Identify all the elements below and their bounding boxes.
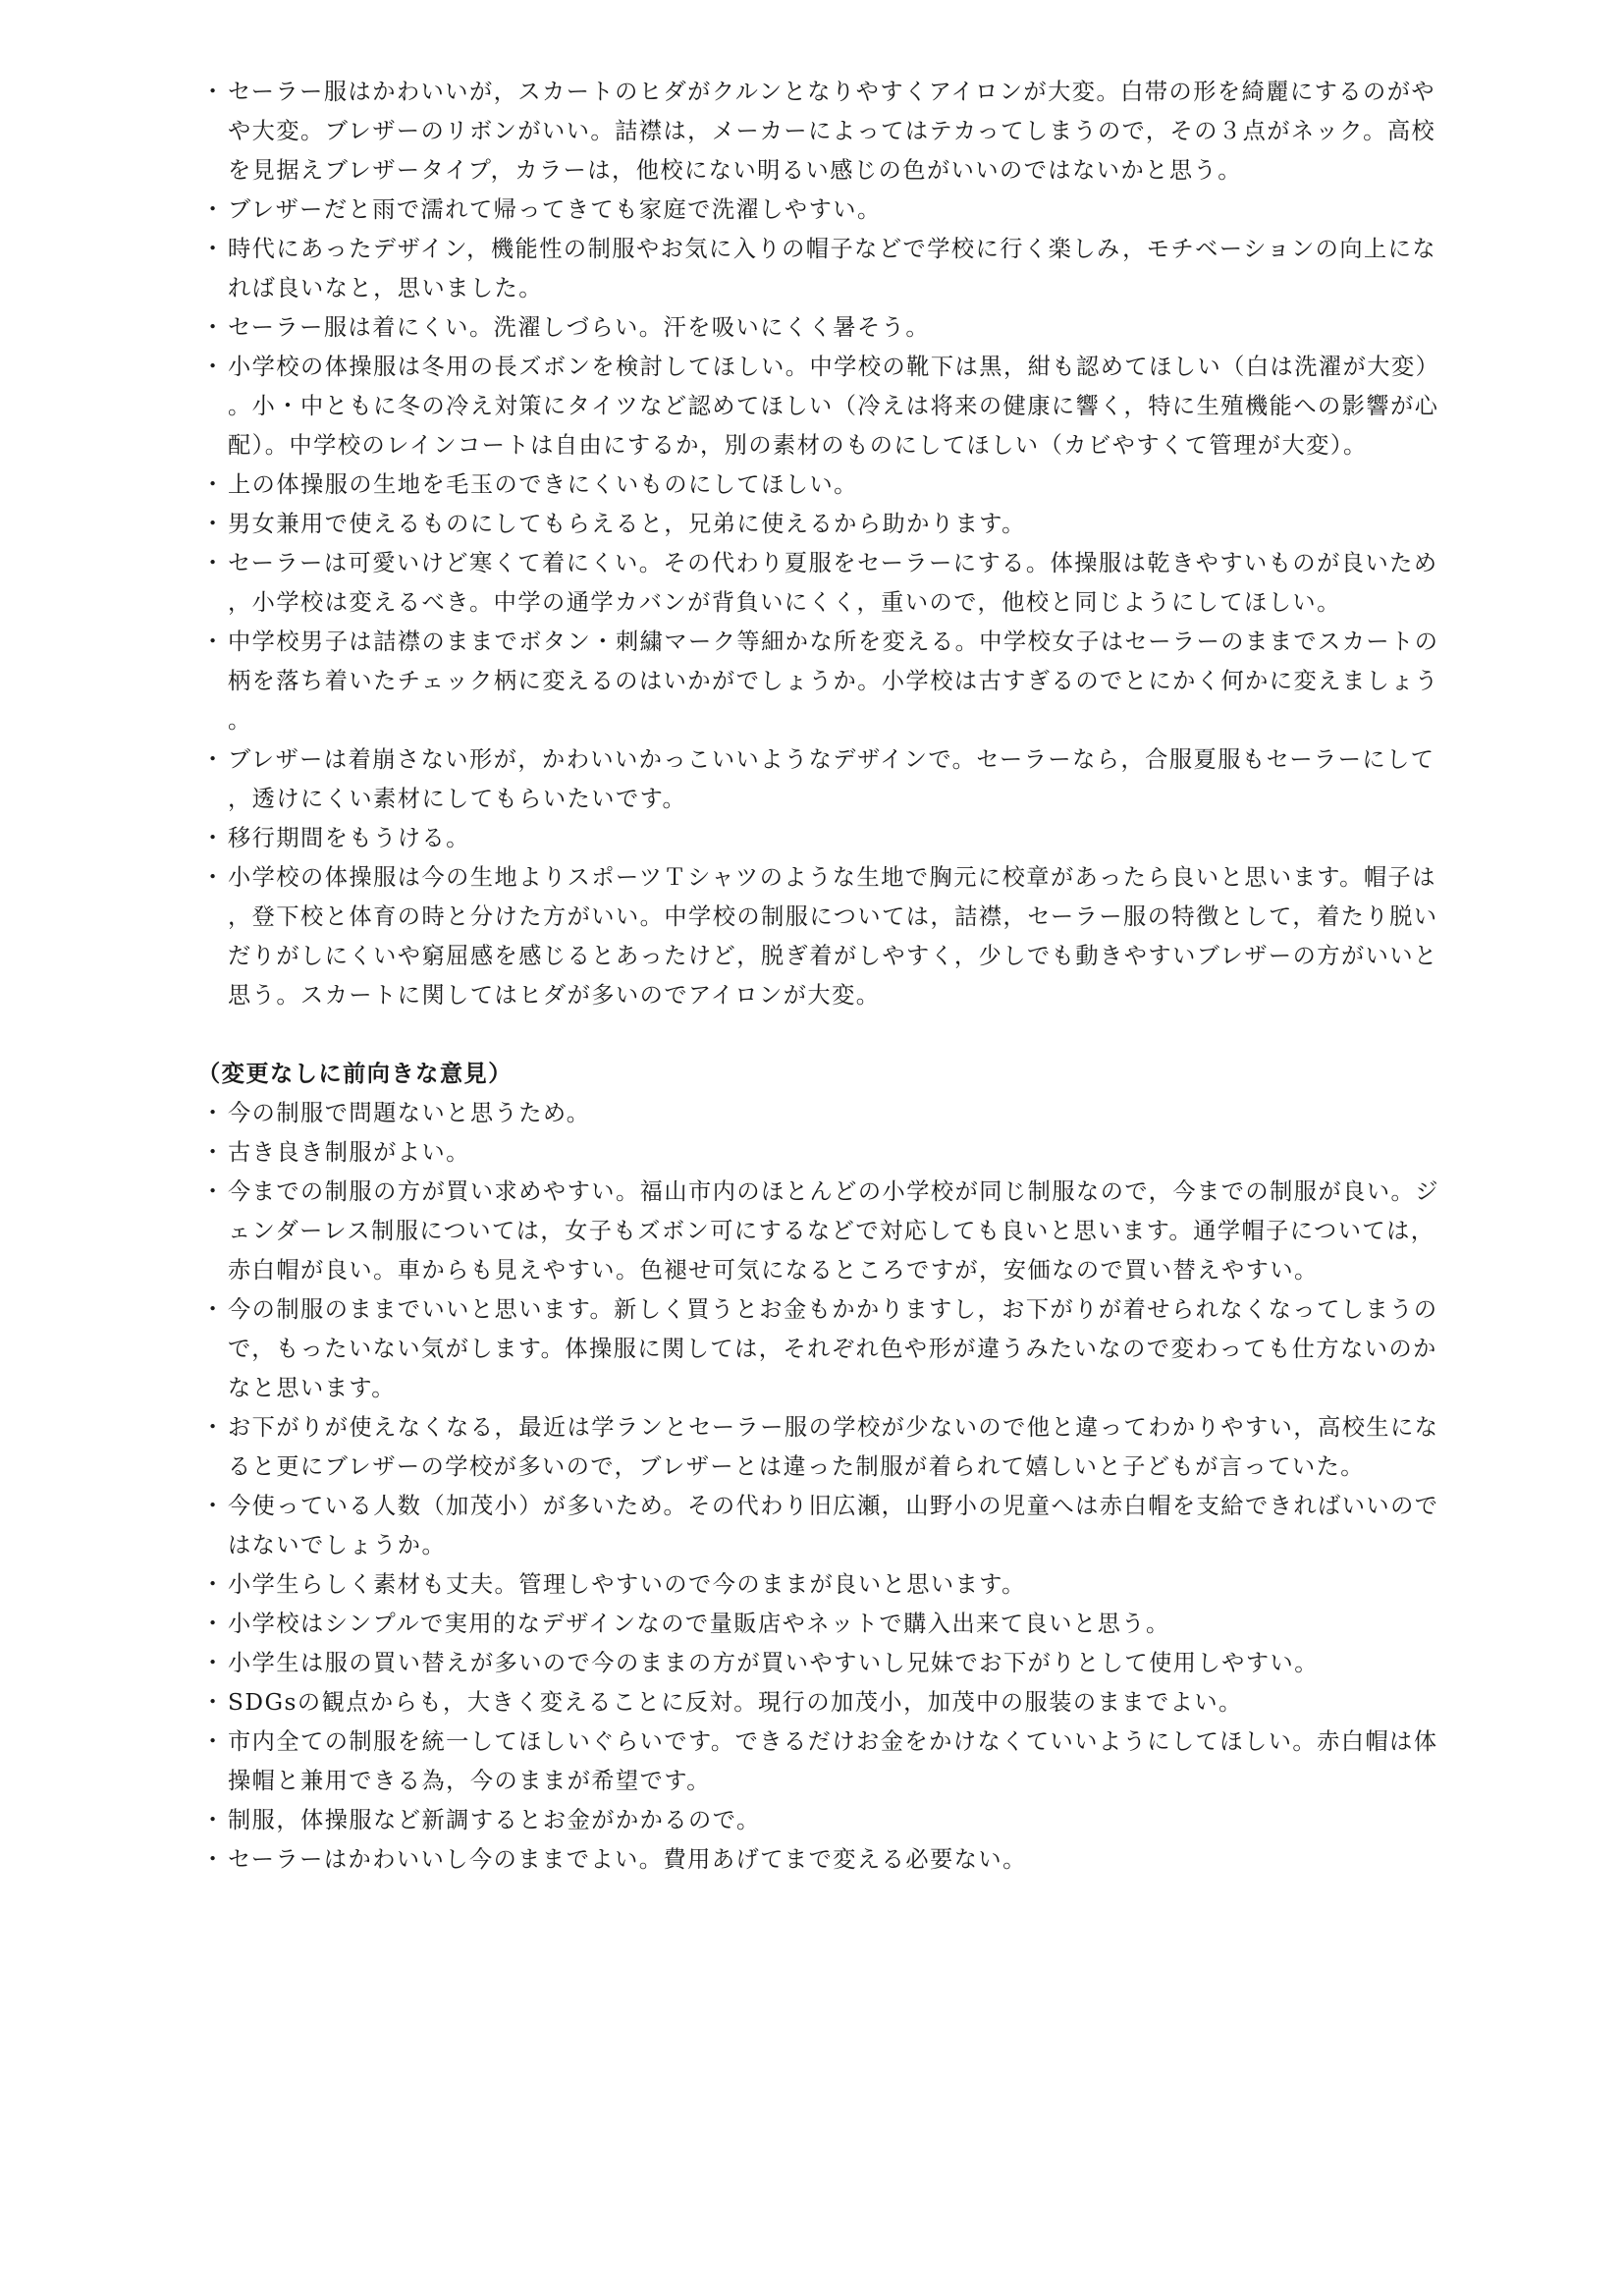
item-text: 移行期間をもうける。 bbox=[228, 825, 470, 851]
item-text: ブレザーは着崩さない形が，かわいいかっこいいようなデザインで。セーラーなら，合服夏服もセーラーにして，透けにくい素材にしてもらいたいです。 bbox=[228, 746, 1435, 812]
item-text: 上の体操服の生地を毛玉のできにくいものにしてほしい。 bbox=[228, 471, 858, 498]
item-text: 古き良き制服がよい。 bbox=[228, 1139, 470, 1166]
list-item bbox=[197, 348, 1444, 465]
bullet: ・ bbox=[201, 864, 226, 891]
list-item bbox=[197, 1290, 1444, 1408]
list-item bbox=[197, 1722, 1444, 1801]
item-text: セーラーはかわいいし今のままでよい。費用あげてまで変える必要ない。 bbox=[228, 1846, 1027, 1873]
bullet: ・ bbox=[201, 1611, 226, 1637]
document-page bbox=[197, 73, 1444, 1880]
item-text: 制服，体操服など新調するとお金がかかるので。 bbox=[228, 1807, 761, 1833]
bullet: ・ bbox=[201, 1689, 226, 1716]
bullet: ・ bbox=[201, 314, 226, 341]
bullet: ・ bbox=[201, 471, 226, 498]
opinion-list-change bbox=[197, 73, 1444, 1015]
item-text: セーラー服はかわいいが，スカートのヒダがクルンとなりやすくアイロンが大変。白帯の形を綺麗にするのがやや大変。ブレザーのリボンがいい。詰襟は，メーカーによってはテカってしまうので，その３点がネック。高校を見据えブレザータイプ，カラーは，他校にない明るい感じの色がいいのではないかと思う。 bbox=[228, 79, 1436, 184]
list-item bbox=[197, 1840, 1444, 1880]
item-text: 小学校の体操服は今の生地よりスポーツＴシャツのような生地で胸元に校章があったら良いと思います。帽子は，登下校と体育の時と分けた方がいい。中学校の制服については，詰襟，セーラー服の特徴として，着たり脱いだりがしにくいや窮屈感を感じるとあったけど，脱ぎ着がしやすく，少しでも動きやすいブレザーの方がいいと思う。スカートに関してはヒダが多いのでアイロンが大変。 bbox=[228, 864, 1438, 1009]
bullet: ・ bbox=[201, 236, 226, 262]
bullet: ・ bbox=[201, 1100, 226, 1126]
item-text: 小学校はシンプルで実用的なデザインなので量販店やネットで購入出来て良いと思う。 bbox=[228, 1611, 1170, 1637]
list-item bbox=[197, 1173, 1444, 1290]
bullet: ・ bbox=[201, 1493, 226, 1519]
list-item bbox=[197, 1133, 1444, 1173]
bullet: ・ bbox=[201, 1414, 226, 1441]
list-item bbox=[197, 1605, 1444, 1644]
item-text: 時代にあったデザイン，機能性の制服やお気に入りの帽子などで学校に行く楽しみ，モチベーションの向上になれば良いなと，思いました。 bbox=[228, 236, 1437, 301]
item-text: 今の制服で問題ないと思うため。 bbox=[228, 1100, 591, 1126]
list-item bbox=[197, 191, 1444, 230]
bullet: ・ bbox=[201, 825, 226, 851]
item-text: 市内全ての制服を統一してほしいぐらいです。できるだけお金をかけなくていいようにしてほしい。赤白帽は体操帽と兼用できる為，今のままが希望です。 bbox=[228, 1728, 1438, 1794]
item-text: 今の制服のままでいいと思います。新しく買うとお金もかかりますし，お下がりが着せられなくなってしまうので，もったいない気がします。体操服に関しては，それぞれ色や形が違うみたいなので変わっても仕方ないのかなと思います。 bbox=[228, 1296, 1438, 1401]
bullet: ・ bbox=[201, 1139, 226, 1166]
bullet: ・ bbox=[201, 1846, 226, 1873]
opinion-list-no-change bbox=[197, 1094, 1444, 1880]
bullet: ・ bbox=[201, 354, 226, 380]
item-text: 小学校の体操服は冬用の長ズボンを検討してほしい。中学校の靴下は黒，紺も認めてほしい（白は洗濯が大変）。小・中ともに冬の冷え対策にタイツなど認めてほしい（冷えは将来の健康に響く，特に生殖機能への影響が心配）。中学校のレインコートは自由にするか，別の素材のものにしてほしい（カビやすくて管理が大変）。 bbox=[228, 354, 1439, 459]
list-item bbox=[197, 1565, 1444, 1605]
list-item bbox=[197, 1801, 1444, 1840]
item-text: ブレザーだと雨で濡れて帰ってきても家庭で洗濯しやすい。 bbox=[228, 196, 882, 223]
item-text: 今使っている人数（加茂小）が多いため。その代わり旧広瀬，山野小の児童へは赤白帽を支給できればいいのではないでしょうか。 bbox=[228, 1493, 1439, 1558]
item-text: 中学校男子は詰襟のままでボタン・刺繍マーク等細かな所を変える。中学校女子はセーラーのままでスカートの柄を落ち着いたチェック柄に変えるのはいかがでしょうか。小学校は古すぎるのでとにかく何かに変えましょう。 bbox=[228, 629, 1439, 734]
bullet: ・ bbox=[201, 196, 226, 223]
bullet: ・ bbox=[201, 1296, 226, 1323]
bullet: ・ bbox=[201, 629, 226, 655]
item-text: 男女兼用で使えるものにしてもらえると，兄弟に使えるから助かります。 bbox=[228, 511, 1026, 537]
list-item bbox=[197, 1487, 1444, 1565]
bullet: ・ bbox=[201, 1650, 226, 1676]
bullet: ・ bbox=[201, 79, 226, 105]
bullet: ・ bbox=[201, 746, 226, 773]
list-item bbox=[197, 73, 1444, 191]
item-text: SDGsの観点からも，大きく変えることに反対。現行の加茂小，加茂中の服装のままでよい。 bbox=[228, 1689, 1243, 1716]
list-item bbox=[197, 465, 1444, 505]
list-item bbox=[197, 740, 1444, 819]
list-item bbox=[197, 1644, 1444, 1683]
item-text: 今までの制服の方が買い求めやすい。福山市内のほとんどの小学校が同じ制服なので，今までの制服が良い。ジェンダーレス制服については，女子もズボン可にするなどで対応しても良いと思います。通学帽子については，赤白帽が良い。車からも見えやすい。色褪せ可気になるところですが，安価なので買い替えやすい。 bbox=[228, 1178, 1439, 1284]
list-item bbox=[197, 623, 1444, 740]
list-item bbox=[197, 1094, 1444, 1133]
bullet: ・ bbox=[201, 511, 226, 537]
bullet: ・ bbox=[201, 1571, 226, 1598]
section-heading: （変更なしに前向きな意見） bbox=[197, 1061, 513, 1087]
item-text: 小学生は服の買い替えが多いので今のままの方が買いやすいし兄妹でお下がりとして使用しやすい。 bbox=[228, 1650, 1319, 1676]
list-item bbox=[197, 1683, 1444, 1722]
item-text: セーラー服は着にくい。洗濯しづらい。汗を吸いにくく暑そう。 bbox=[228, 314, 931, 341]
item-text: セーラーは可愛いけど寒くて着にくい。その代わり夏服をセーラーにする。体操服は乾きやすいものが良いため，小学校は変えるべき。中学の通学カバンが背負いにくく，重いので，他校と同じようにしてほしい。 bbox=[228, 550, 1438, 616]
bullet: ・ bbox=[201, 1807, 226, 1833]
list-item bbox=[197, 858, 1444, 1015]
bullet: ・ bbox=[201, 1728, 226, 1755]
list-item bbox=[197, 819, 1444, 858]
list-item bbox=[197, 1408, 1444, 1487]
list-item bbox=[197, 308, 1444, 348]
bullet: ・ bbox=[201, 1178, 226, 1205]
list-item bbox=[197, 505, 1444, 544]
bullet: ・ bbox=[201, 550, 226, 576]
list-item bbox=[197, 230, 1444, 308]
item-text: 小学生らしく素材も丈夫。管理しやすいので今のままが良いと思います。 bbox=[228, 1571, 1026, 1598]
list-item bbox=[197, 544, 1444, 623]
item-text: お下がりが使えなくなる，最近は学ランとセーラー服の学校が少ないので他と違ってわかりやすい，高校生になると更にブレザーの学校が多いので，ブレザーとは違った制服が着られて嬉しいと子どもが言っていた。 bbox=[228, 1414, 1439, 1480]
